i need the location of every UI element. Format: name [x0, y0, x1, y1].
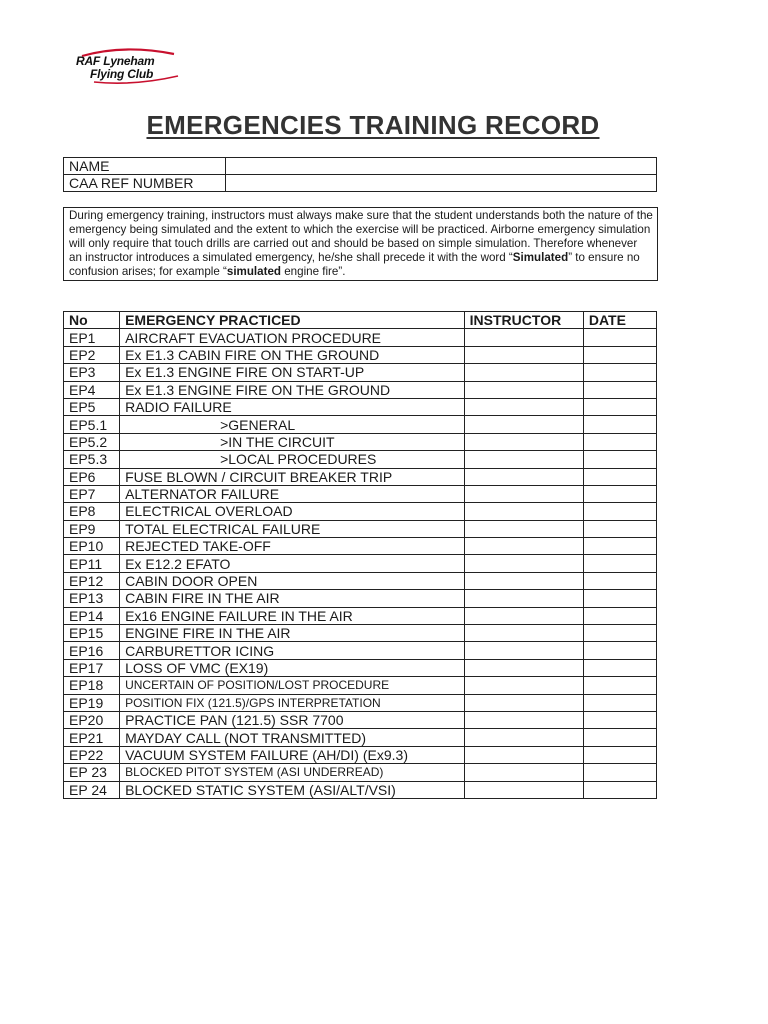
row-emergency: >LOCAL PROCEDURES [120, 451, 465, 468]
row-no: EP 24 [64, 781, 120, 798]
row-emergency: >GENERAL [120, 416, 465, 433]
row-date[interactable] [583, 572, 656, 589]
row-instructor[interactable] [464, 746, 583, 763]
table-row [64, 607, 657, 624]
row-date[interactable] [583, 329, 656, 346]
row-instructor[interactable] [464, 329, 583, 346]
row-no: EP9 [64, 520, 120, 537]
row-instructor[interactable] [464, 381, 583, 398]
caa-ref-row [64, 175, 657, 192]
table-row [64, 642, 657, 659]
row-date[interactable] [583, 468, 656, 485]
row-date[interactable] [583, 520, 656, 537]
row-instructor[interactable] [464, 538, 583, 555]
table-row [64, 485, 657, 502]
header-date: DATE [583, 312, 656, 329]
row-no: EP6 [64, 468, 120, 485]
row-instructor[interactable] [464, 346, 583, 363]
row-no: EP3 [64, 364, 120, 381]
row-no: EP18 [64, 677, 120, 694]
row-emergency: FUSE BLOWN / CIRCUIT BREAKER TRIP [120, 468, 465, 485]
row-instructor[interactable] [464, 607, 583, 624]
row-no: EP21 [64, 729, 120, 746]
caa-ref-field[interactable] [226, 175, 657, 192]
row-instructor[interactable] [464, 711, 583, 728]
row-date[interactable] [583, 781, 656, 798]
row-no: EP4 [64, 381, 120, 398]
row-no: EP5.3 [64, 451, 120, 468]
header-emergency: EMERGENCY PRACTICED [120, 312, 465, 329]
table-row [64, 398, 657, 415]
row-instructor[interactable] [464, 781, 583, 798]
notice-text-1: During emergency training, instructors must always make sure that the student understands both the nature of the emergency being simulated and the extent to which the exercise will be practiced. Airborne emergency simulation will only require that touch drills are carried out and should be based on simple simulation. Therefore whenever an instructor introduces a simulated emergency, he/she shall precede it with the word “ [69, 209, 653, 264]
row-instructor[interactable] [464, 555, 583, 572]
row-no: EP14 [64, 607, 120, 624]
row-emergency: Ex16 ENGINE FAILURE IN THE AIR [120, 607, 465, 624]
row-instructor[interactable] [464, 572, 583, 589]
table-header-row [64, 312, 657, 329]
logo-line-1: RAF Lyneham [76, 54, 155, 68]
table-row [64, 677, 657, 694]
row-date[interactable] [583, 416, 656, 433]
row-emergency: CARBURETTOR ICING [120, 642, 465, 659]
row-no: EP17 [64, 659, 120, 676]
row-date[interactable] [583, 555, 656, 572]
emergencies-table [63, 311, 657, 799]
row-date[interactable] [583, 607, 656, 624]
row-instructor[interactable] [464, 398, 583, 415]
row-date[interactable] [583, 677, 656, 694]
table-row [64, 764, 657, 781]
row-emergency: POSITION FIX (121.5)/GPS INTERPRETATION [120, 694, 465, 711]
row-instructor[interactable] [464, 503, 583, 520]
table-row [64, 451, 657, 468]
row-instructor[interactable] [464, 433, 583, 450]
notice-text-3: engine fire”. [281, 265, 346, 278]
row-no: EP19 [64, 694, 120, 711]
row-instructor[interactable] [464, 659, 583, 676]
table-row [64, 346, 657, 363]
row-date[interactable] [583, 764, 656, 781]
notice-bold-simulated: Simulated [512, 251, 569, 264]
row-emergency: CABIN DOOR OPEN [120, 572, 465, 589]
row-emergency: UNCERTAIN OF POSITION/LOST PROCEDURE [120, 677, 465, 694]
name-row [64, 158, 657, 175]
row-emergency: CABIN FIRE IN THE AIR [120, 590, 465, 607]
row-date[interactable] [583, 625, 656, 642]
row-date[interactable] [583, 398, 656, 415]
row-emergency: PRACTICE PAN (121.5) SSR 7700 [120, 711, 465, 728]
row-date[interactable] [583, 642, 656, 659]
row-date[interactable] [583, 346, 656, 363]
row-emergency: ENGINE FIRE IN THE AIR [120, 625, 465, 642]
row-date[interactable] [583, 711, 656, 728]
row-emergency: AIRCRAFT EVACUATION PROCEDURE [120, 329, 465, 346]
notice-bold-simulated-example: simulated [226, 265, 281, 278]
logo-line-2: Flying Club [90, 67, 154, 81]
name-field[interactable] [226, 158, 657, 175]
row-emergency: Ex E1.3 ENGINE FIRE ON THE GROUND [120, 381, 465, 398]
row-emergency: ELECTRICAL OVERLOAD [120, 503, 465, 520]
row-emergency: BLOCKED STATIC SYSTEM (ASI/ALT/VSI) [120, 781, 465, 798]
row-emergency: RADIO FAILURE [120, 398, 465, 415]
row-date[interactable] [583, 503, 656, 520]
table-row [64, 625, 657, 642]
table-row [64, 781, 657, 798]
row-date[interactable] [583, 729, 656, 746]
row-emergency: Ex E1.3 CABIN FIRE ON THE GROUND [120, 346, 465, 363]
row-no: EP 23 [64, 764, 120, 781]
row-no: EP2 [64, 346, 120, 363]
table-row [64, 364, 657, 381]
row-instructor[interactable] [464, 520, 583, 537]
table-row [64, 729, 657, 746]
table-row [64, 659, 657, 676]
training-notice [63, 207, 658, 281]
row-emergency: ALTERNATOR FAILURE [120, 485, 465, 502]
row-emergency: VACUUM SYSTEM FAILURE (AH/DI) (Ex9.3) [120, 746, 465, 763]
trainee-info-table [63, 157, 657, 192]
row-date[interactable] [583, 746, 656, 763]
table-row [64, 503, 657, 520]
name-label: NAME [64, 158, 226, 175]
row-no: EP16 [64, 642, 120, 659]
row-no: EP10 [64, 538, 120, 555]
row-no: EP13 [64, 590, 120, 607]
row-instructor[interactable] [464, 642, 583, 659]
notice-text-2: ” to ensure no confusion arises; for example “ [69, 251, 640, 278]
table-row [64, 329, 657, 346]
page-title: EMERGENCIES TRAINING RECORD [146, 110, 600, 140]
row-date[interactable] [583, 694, 656, 711]
row-date[interactable] [583, 590, 656, 607]
table-row [64, 711, 657, 728]
row-instructor[interactable] [464, 625, 583, 642]
row-date[interactable] [583, 451, 656, 468]
row-instructor[interactable] [464, 485, 583, 502]
row-emergency: TOTAL ELECTRICAL FAILURE [120, 520, 465, 537]
row-instructor[interactable] [464, 694, 583, 711]
table-row [64, 381, 657, 398]
table-row [64, 416, 657, 433]
table-row [64, 520, 657, 537]
header-instructor: INSTRUCTOR [464, 312, 583, 329]
row-no: EP5.2 [64, 433, 120, 450]
row-date[interactable] [583, 485, 656, 502]
row-no: EP20 [64, 711, 120, 728]
row-instructor[interactable] [464, 468, 583, 485]
row-no: EP8 [64, 503, 120, 520]
row-date[interactable] [583, 381, 656, 398]
row-emergency: LOSS OF VMC (EX19) [120, 659, 465, 676]
row-date[interactable] [583, 659, 656, 676]
row-emergency: BLOCKED PITOT SYSTEM (ASI UNDERREAD) [120, 764, 465, 781]
row-no: EP1 [64, 329, 120, 346]
caa-ref-label: CAA REF NUMBER [64, 175, 226, 192]
table-row [64, 538, 657, 555]
row-emergency: REJECTED TAKE-OFF [120, 538, 465, 555]
table-row [64, 433, 657, 450]
table-row [64, 555, 657, 572]
row-no: EP22 [64, 746, 120, 763]
row-instructor[interactable] [464, 677, 583, 694]
row-date[interactable] [583, 538, 656, 555]
row-emergency: MAYDAY CALL (NOT TRANSMITTED) [120, 729, 465, 746]
row-instructor[interactable] [464, 590, 583, 607]
row-emergency: Ex E1.3 ENGINE FIRE ON START-UP [120, 364, 465, 381]
row-date[interactable] [583, 364, 656, 381]
row-emergency: Ex E12.2 EFATO [120, 555, 465, 572]
row-instructor[interactable] [464, 416, 583, 433]
row-no: EP11 [64, 555, 120, 572]
club-logo [74, 46, 184, 86]
table-row [64, 590, 657, 607]
row-instructor[interactable] [464, 729, 583, 746]
row-date[interactable] [583, 433, 656, 450]
row-no: EP12 [64, 572, 120, 589]
row-no: EP5.1 [64, 416, 120, 433]
header-no: No [64, 312, 120, 329]
row-instructor[interactable] [464, 451, 583, 468]
table-row [64, 468, 657, 485]
row-no: EP5 [64, 398, 120, 415]
row-instructor[interactable] [464, 764, 583, 781]
table-row [64, 572, 657, 589]
row-no: EP7 [64, 485, 120, 502]
table-row [64, 746, 657, 763]
row-no: EP15 [64, 625, 120, 642]
row-emergency: >IN THE CIRCUIT [120, 433, 465, 450]
table-row [64, 694, 657, 711]
row-instructor[interactable] [464, 364, 583, 381]
